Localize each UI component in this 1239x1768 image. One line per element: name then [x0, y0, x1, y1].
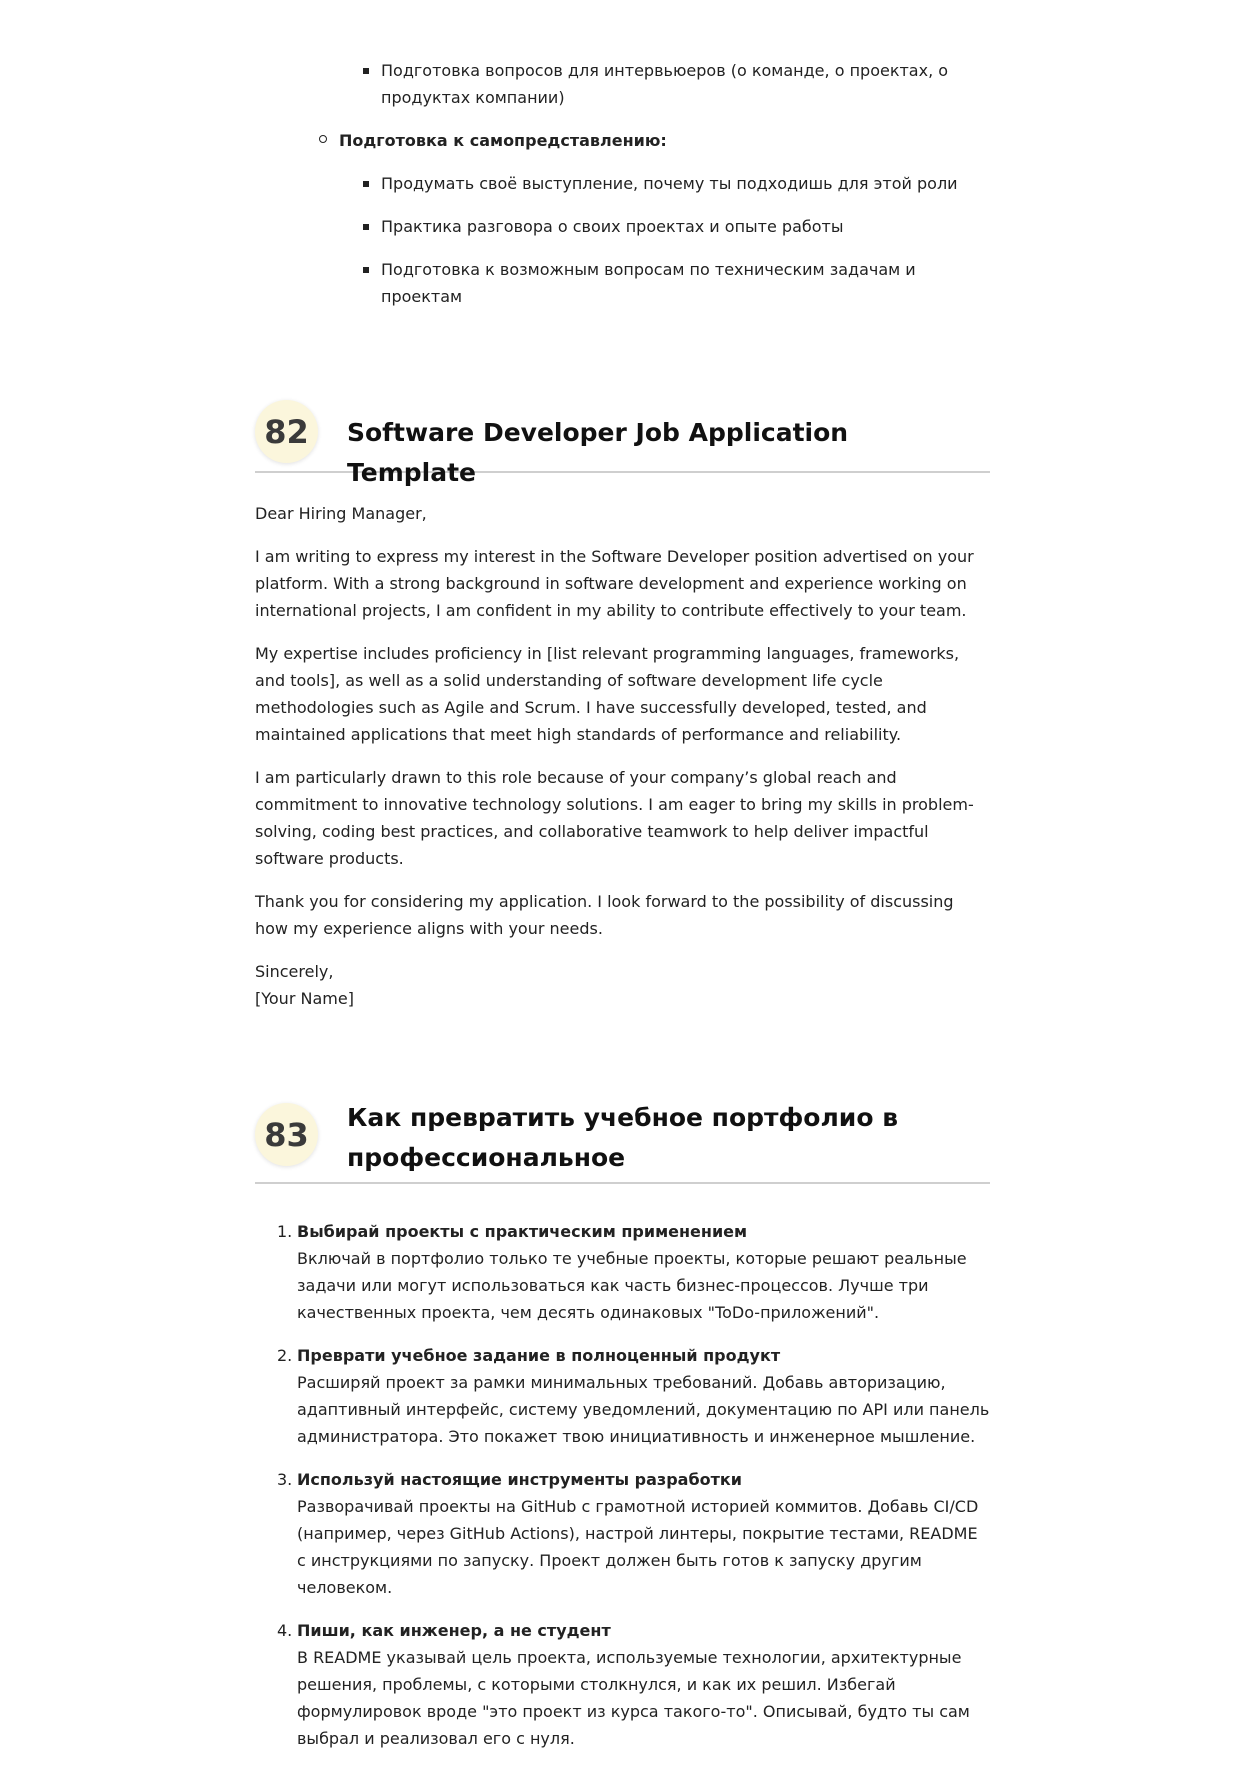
item-number: 2. [277, 1346, 293, 1365]
list-item [255, 1466, 990, 1601]
letter-paragraph: Thank you for considering my application. I look forward to the possibility of discussing how my experience aligns with your needs. [255, 892, 954, 938]
portfolio-tips-list [255, 1218, 990, 1768]
square-bullet-icon [363, 68, 369, 74]
item-title: Пиши, как инженер, а не студент [297, 1621, 611, 1640]
section-number-badge: 82 [255, 400, 318, 463]
section-number-badge: 83 [255, 1103, 318, 1166]
item-number: 4. [277, 1621, 293, 1640]
circle-bullet-icon [319, 135, 327, 143]
item-text: Разворачивай проекты на GitHub с грамотной историей коммитов. Добавь CI/CD (например, через GitHub Actions), настрой линтеры, покрытие тестами, README с инструкциями по запуску. Проект должен быть готов к запуску другим человеком. [297, 1497, 979, 1597]
square-bullet-icon [363, 181, 369, 187]
subsection-heading [255, 127, 990, 154]
letter-greeting: Dear Hiring Manager, [255, 504, 427, 523]
letter-signoff [255, 958, 990, 1012]
list-item [255, 1218, 990, 1326]
letter-closing: Sincerely, [255, 962, 334, 981]
square-bullet-icon [363, 267, 369, 273]
letter-paragraph: My expertise includes proficiency in [list relevant programming languages, frameworks, and tools], as well as a solid understanding of software development life cycle methodologies such as Agile and Scrum. I have successfully developed, tested, and maintained applications that meet high standards of performance and reliability. [255, 644, 960, 744]
list-item [255, 170, 981, 197]
list-item [255, 1342, 990, 1450]
preparation-list [255, 57, 990, 326]
item-title: Используй настоящие инструменты разработки [297, 1470, 742, 1489]
item-number: 1. [277, 1222, 293, 1241]
section-83-heading [255, 1094, 990, 1184]
item-text: Расширяй проект за рамки минимальных требований. Добавь авторизацию, адаптивный интерфейс, систему уведомлений, документацию по API или панель администратора. Это покажет твою инициативность и инженерное мышление. [297, 1373, 990, 1446]
list-item-text: Подготовка вопросов для интервьюеров (о команде, о проектах, о продуктах компании) [381, 61, 949, 107]
list-item [255, 57, 981, 111]
item-text: В README указывай цель проекта, используемые технологии, архитектурные решения, проблемы, с которыми столкнулся, и как их решил. Избегай формулировок вроде "это проект из курса такого-то". Описывай, будто ты сам выбрал и реализовал его с нуля. [297, 1648, 970, 1748]
application-letter [255, 500, 990, 1028]
letter-paragraph: I am writing to express my interest in the Software Developer position advertised on your platform. With a strong background in software development and experience working on international projects, I am confident in my ability to contribute effectively to your team. [255, 547, 974, 620]
item-text: Включай в портфолио только те учебные проекты, которые решают реальные задачи или могут использоваться как часть бизнес-процессов. Лучше три качественных проекта, чем десять одинаковых "ToDo-приложений". [297, 1249, 967, 1322]
item-number: 3. [277, 1470, 293, 1489]
section-82-heading [255, 400, 990, 487]
list-item-text: Продумать своё выступление, почему ты подходишь для этой роли [381, 174, 958, 193]
letter-signature: [Your Name] [255, 989, 354, 1008]
section-title: Software Developer Job Application Template [347, 418, 849, 487]
subsection-title: Подготовка к самопредставлению: [339, 131, 667, 150]
square-bullet-icon [363, 224, 369, 230]
list-item-text: Практика разговора о своих проектах и опыте работы [381, 217, 844, 236]
letter-paragraph: I am particularly drawn to this role because of your company’s global reach and commitment to innovative technology solutions. I am eager to bring my skills in problem-solving, coding best practices, and collaborative teamwork to help deliver impactful software products. [255, 768, 974, 868]
list-item [255, 1617, 990, 1752]
item-title: Выбирай проекты с практическим применением [297, 1222, 748, 1241]
list-item [255, 256, 981, 310]
item-title: Преврати учебное задание в полноценный продукт [297, 1346, 781, 1365]
list-item [255, 213, 981, 240]
list-item-text: Подготовка к возможным вопросам по техническим задачам и проектам [381, 260, 916, 306]
section-title: Как превратить учебное портфолио в профессиональное [347, 1103, 899, 1172]
